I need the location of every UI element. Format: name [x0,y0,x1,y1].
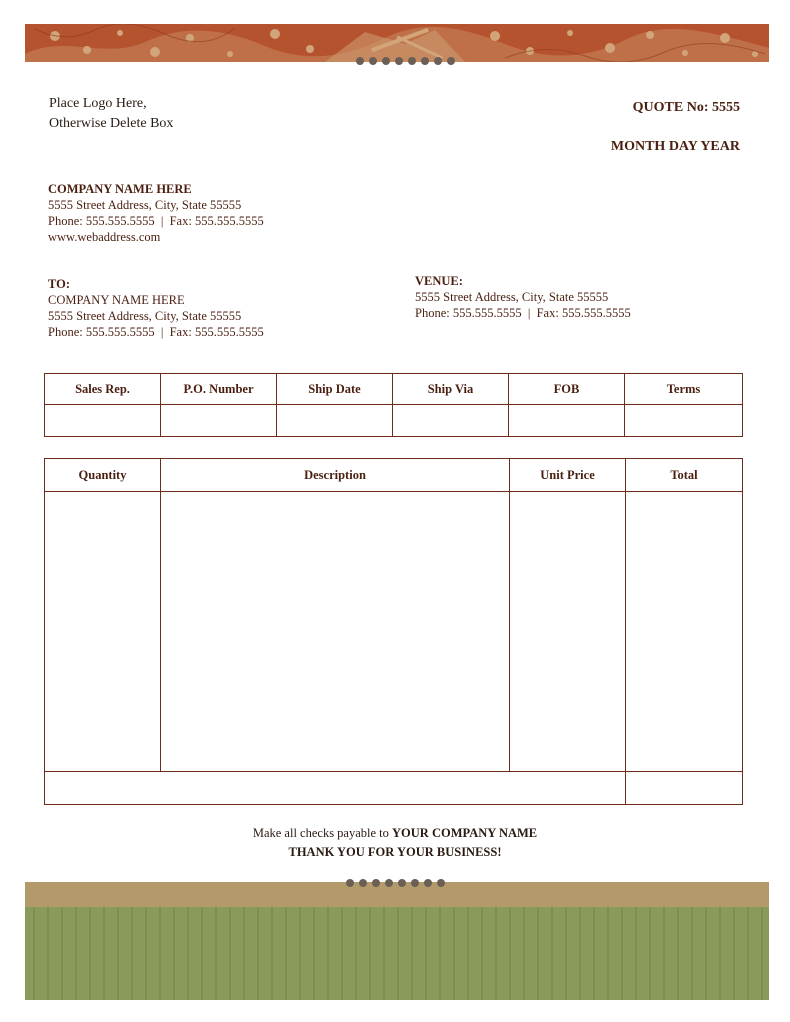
header-fob: FOB [509,374,625,405]
logo-placeholder[interactable] [49,94,173,134]
shipping-header-row [45,374,743,405]
venue-label: VENUE: [415,274,463,288]
top-banner-dots [356,57,455,65]
cell-terms[interactable] [625,405,743,437]
header-terms: Terms [625,374,743,405]
quote-date: MONTH DAY YEAR [610,139,740,154]
header-ship-via: Ship Via [393,374,509,405]
payable-company: YOUR COMPANY NAME [392,826,538,840]
header-ship-date: Ship Date [277,374,393,405]
cell-description[interactable] [161,492,510,772]
sender-phone: Phone: 555.555.5555 | Fax: 555.555.5555 [48,214,264,228]
items-total-row [45,772,743,805]
header-sales-rep: Sales Rep. [45,374,161,405]
sender-address: 5555 Street Address, City, State 55555 [48,198,242,212]
to-label: TO: [48,277,70,291]
payable-line [0,826,790,841]
bottom-banner-dots [346,879,445,887]
items-header-row [45,459,743,492]
sender-company: COMPANY NAME HERE [48,182,192,196]
header-description: Description [161,459,510,492]
cell-po-number[interactable] [161,405,277,437]
to-block [48,276,264,340]
sender-block [48,181,264,245]
header-quantity: Quantity [45,459,161,492]
venue-address: 5555 Street Address, City, State 55555 [415,290,609,304]
sender-web: www.webaddress.com [48,230,161,244]
header-unit-price: Unit Price [510,459,626,492]
cell-sales-rep[interactable] [45,405,161,437]
cell-total-label [45,772,626,805]
venue-phone: Phone: 555.555.5555 | Fax: 555.555.5555 [415,306,631,320]
logo-line-1: Place Logo Here, [49,96,147,111]
bottom-decorative-banner [25,882,769,1000]
venue-block [415,273,631,321]
cell-grand-total[interactable] [626,772,743,805]
cell-total[interactable] [626,492,743,772]
cell-quantity[interactable] [45,492,161,772]
to-company: COMPANY NAME HERE [48,293,185,307]
items-table [44,458,743,805]
to-address: 5555 Street Address, City, State 55555 [48,309,242,323]
shipping-table [44,373,743,437]
cell-ship-date[interactable] [277,405,393,437]
shipping-value-row [45,405,743,437]
header-po-number: P.O. Number [161,374,277,405]
items-body-row [45,492,743,772]
logo-line-2: Otherwise Delete Box [49,116,174,131]
payable-prefix: Make all checks payable to [252,826,393,840]
cell-fob[interactable] [509,405,625,437]
header-total: Total [626,459,743,492]
bottom-banner-pattern [25,882,769,1000]
cell-unit-price[interactable] [510,492,626,772]
cell-ship-via[interactable] [393,405,509,437]
to-phone: Phone: 555.555.5555 | Fax: 555.555.5555 [48,325,264,339]
quote-number: QUOTE No: 5555 [632,100,740,115]
thank-you-line: THANK YOU FOR YOUR BUSINESS! [288,845,502,859]
